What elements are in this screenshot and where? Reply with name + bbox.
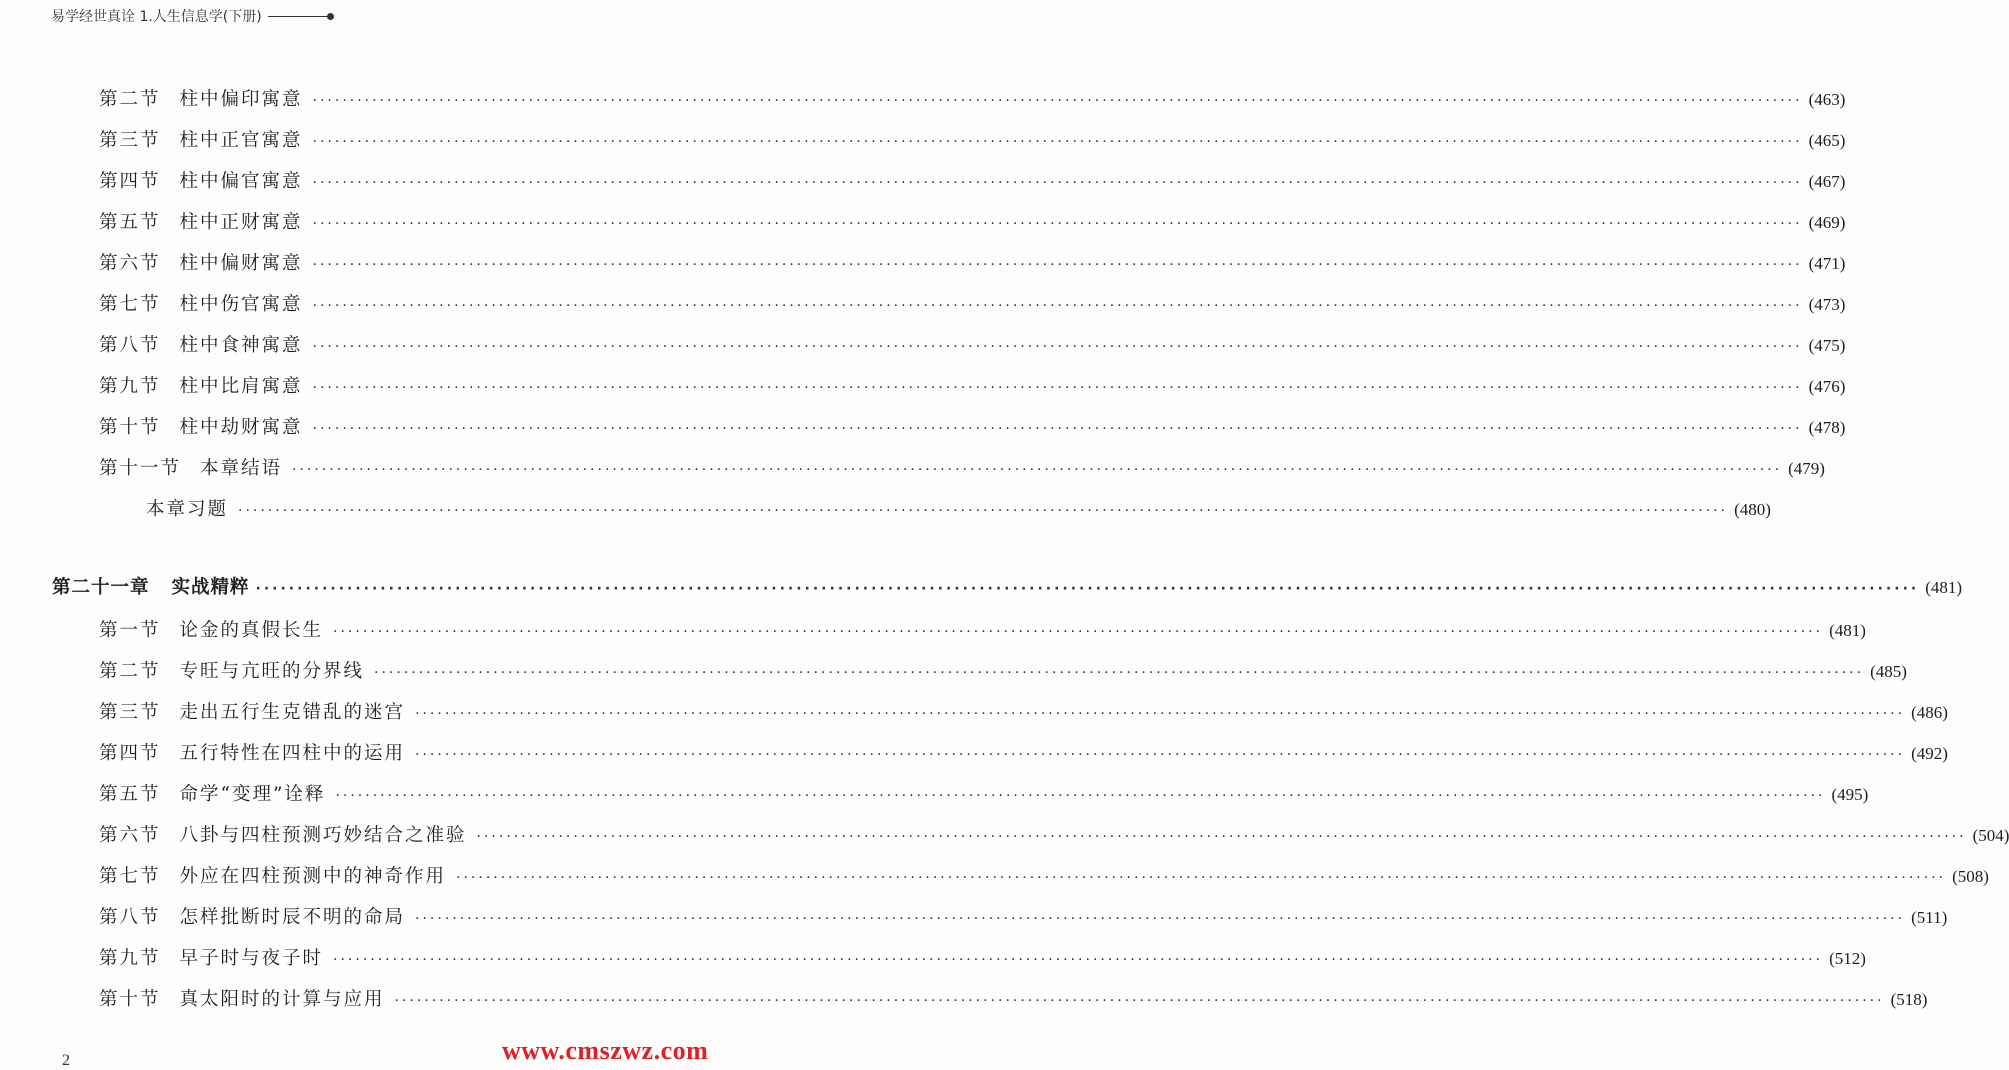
section-title: 专旺与亢旺的分界线 bbox=[179, 661, 365, 682]
page-ref: (512) bbox=[1829, 949, 1866, 968]
page-ref: (480) bbox=[1734, 500, 1771, 519]
page-ref: (504) bbox=[1972, 826, 2009, 845]
toc-entry bbox=[99, 454, 1825, 480]
toc-entry bbox=[99, 616, 1866, 642]
section-number: 第三节 bbox=[99, 130, 161, 151]
toc-entry bbox=[99, 208, 1846, 234]
dot-leader: ········································································································································································································ bbox=[312, 134, 1803, 150]
dot-leader: ········································································································································································································ bbox=[312, 380, 1803, 396]
page-ref: (485) bbox=[1870, 662, 1907, 681]
page-ref: (479) bbox=[1788, 459, 1825, 478]
section-number: 第九节 bbox=[99, 948, 161, 969]
section-title: 五行特性在四柱中的运用 bbox=[179, 743, 406, 764]
chapter-heading bbox=[52, 573, 1963, 599]
page-ref: (465) bbox=[1808, 131, 1846, 150]
section-title: 真太阳时的计算与应用 bbox=[179, 989, 385, 1010]
dot-leader: ········································································································································································································ bbox=[415, 747, 1906, 763]
header-rule-dot bbox=[327, 13, 334, 20]
page-ref: (495) bbox=[1831, 785, 1869, 804]
page-ref: (467) bbox=[1808, 172, 1846, 191]
section-title: 柱中正财寓意 bbox=[179, 212, 303, 233]
dot-leader: ········································································································································································································ bbox=[255, 581, 1920, 597]
page-ref: (481) bbox=[1925, 578, 1963, 597]
running-title: 易学经世真诠 1.人生信息学(下册) bbox=[51, 9, 262, 25]
section-number: 第八节 bbox=[99, 907, 161, 928]
section-number: 第三节 bbox=[99, 702, 161, 723]
toc-entry bbox=[99, 126, 1846, 152]
section-title: 柱中偏印寓意 bbox=[179, 89, 303, 110]
toc-entry bbox=[99, 985, 1928, 1011]
toc-entry bbox=[99, 739, 1948, 765]
watermark: www.cmszwz.com bbox=[502, 1036, 709, 1065]
toc-entry bbox=[99, 85, 1846, 111]
dot-leader: ········································································································································································································ bbox=[415, 706, 1906, 722]
dot-leader: ········································································································································································································ bbox=[374, 665, 1865, 681]
toc-entry bbox=[99, 657, 1907, 683]
dot-leader: ········································································································································································································ bbox=[333, 624, 1824, 640]
section-number: 第五节 bbox=[99, 784, 161, 805]
chapter-title: 实战精粹 bbox=[171, 577, 250, 598]
section-number: 第七节 bbox=[99, 294, 161, 315]
section-number: 第四节 bbox=[99, 171, 161, 192]
page-ref: (475) bbox=[1808, 336, 1846, 355]
dot-leader: ········································································································································································································ bbox=[335, 788, 1826, 804]
page-ref: (492) bbox=[1911, 744, 1948, 763]
section-number: 第十节 bbox=[99, 989, 161, 1010]
page-ref: (471) bbox=[1808, 254, 1846, 273]
toc-entry bbox=[99, 372, 1846, 398]
page-ref: (511) bbox=[1911, 908, 1948, 927]
page-ref: (463) bbox=[1808, 90, 1846, 109]
dot-leader: ········································································································································································································ bbox=[415, 911, 1906, 927]
section-number: 第十一节 bbox=[99, 458, 182, 479]
section-number: 第六节 bbox=[99, 825, 161, 846]
section-title: 柱中偏官寓意 bbox=[179, 171, 303, 192]
page-ref: (476) bbox=[1808, 377, 1846, 396]
section-title: 本章结语 bbox=[200, 458, 283, 479]
section-number: 第六节 bbox=[99, 253, 161, 274]
section-title: 论金的真假长生 bbox=[179, 620, 324, 641]
dot-leader: ········································································································································································································ bbox=[312, 421, 1803, 437]
section-title: 柱中偏财寓意 bbox=[179, 253, 303, 274]
section-number: 第四节 bbox=[99, 743, 161, 764]
section-number: 第八节 bbox=[99, 335, 161, 356]
page-ref: (469) bbox=[1808, 213, 1846, 232]
toc-entry bbox=[99, 167, 1846, 193]
toc-entry bbox=[99, 698, 1948, 724]
section-number: 第二节 bbox=[99, 89, 161, 110]
page-ref: (518) bbox=[1890, 990, 1928, 1009]
section-title: 早子时与夜子时 bbox=[179, 948, 324, 969]
running-header bbox=[51, 6, 330, 26]
dot-leader: ········································································································································································································ bbox=[456, 870, 1947, 886]
toc-entry bbox=[99, 944, 1866, 970]
section-title: 外应在四柱预测中的神奇作用 bbox=[179, 866, 447, 887]
exercises-title: 本章习题 bbox=[146, 499, 229, 520]
section-number: 第一节 bbox=[99, 620, 161, 641]
toc-entry bbox=[99, 290, 1846, 316]
section-title: 柱中伤官寓意 bbox=[179, 294, 303, 315]
page-ref: (473) bbox=[1808, 295, 1846, 314]
toc-entry bbox=[99, 413, 1846, 439]
dot-leader: ········································································································································································································ bbox=[333, 952, 1824, 968]
section-title: 八卦与四柱预测巧妙结合之准验 bbox=[179, 825, 467, 846]
toc-entry bbox=[99, 331, 1846, 357]
dot-leader: ········································································································································································································ bbox=[312, 93, 1803, 109]
section-title: 怎样批断时辰不明的命局 bbox=[179, 907, 406, 928]
section-title: 柱中比肩寓意 bbox=[179, 376, 303, 397]
section-number: 第十节 bbox=[99, 417, 161, 438]
toc-entry bbox=[99, 862, 1989, 888]
dot-leader: ········································································································································································································ bbox=[312, 216, 1803, 232]
section-title: 柱中食神寓意 bbox=[179, 335, 303, 356]
toc-entry bbox=[99, 821, 2009, 847]
dot-leader: ········································································································································································································ bbox=[292, 462, 1783, 478]
section-title: 走出五行生克错乱的迷宫 bbox=[179, 702, 406, 723]
dot-leader: ········································································································································································································ bbox=[312, 298, 1803, 314]
dot-leader: ········································································································································································································ bbox=[238, 503, 1729, 519]
dot-leader: ········································································································································································································ bbox=[476, 829, 1967, 845]
dot-leader: ········································································································································································································ bbox=[394, 993, 1885, 1009]
dot-leader: ········································································································································································································ bbox=[312, 257, 1803, 273]
section-number: 第九节 bbox=[99, 376, 161, 397]
page-ref: (481) bbox=[1829, 621, 1866, 640]
page-number: 2 bbox=[62, 1052, 70, 1069]
section-number: 第二节 bbox=[99, 661, 161, 682]
toc-entry bbox=[99, 249, 1846, 275]
dot-leader: ········································································································································································································ bbox=[312, 339, 1803, 355]
section-title: 柱中劫财寓意 bbox=[179, 417, 303, 438]
header-rule bbox=[268, 16, 330, 17]
section-number: 第七节 bbox=[99, 866, 161, 887]
toc-entry bbox=[99, 780, 1869, 806]
page-ref: (486) bbox=[1911, 703, 1948, 722]
dot-leader: ········································································································································································································ bbox=[312, 175, 1803, 191]
section-title: 柱中正官寓意 bbox=[179, 130, 303, 151]
section-number: 第五节 bbox=[99, 212, 161, 233]
toc-entry bbox=[99, 903, 1948, 929]
page-ref: (478) bbox=[1808, 418, 1846, 437]
page-ref: (508) bbox=[1952, 867, 1989, 886]
section-title: 命学“变理”诠释 bbox=[179, 784, 326, 805]
chapter-number: 第二十一章 bbox=[52, 577, 150, 598]
toc-entry-exercises bbox=[146, 495, 1771, 521]
